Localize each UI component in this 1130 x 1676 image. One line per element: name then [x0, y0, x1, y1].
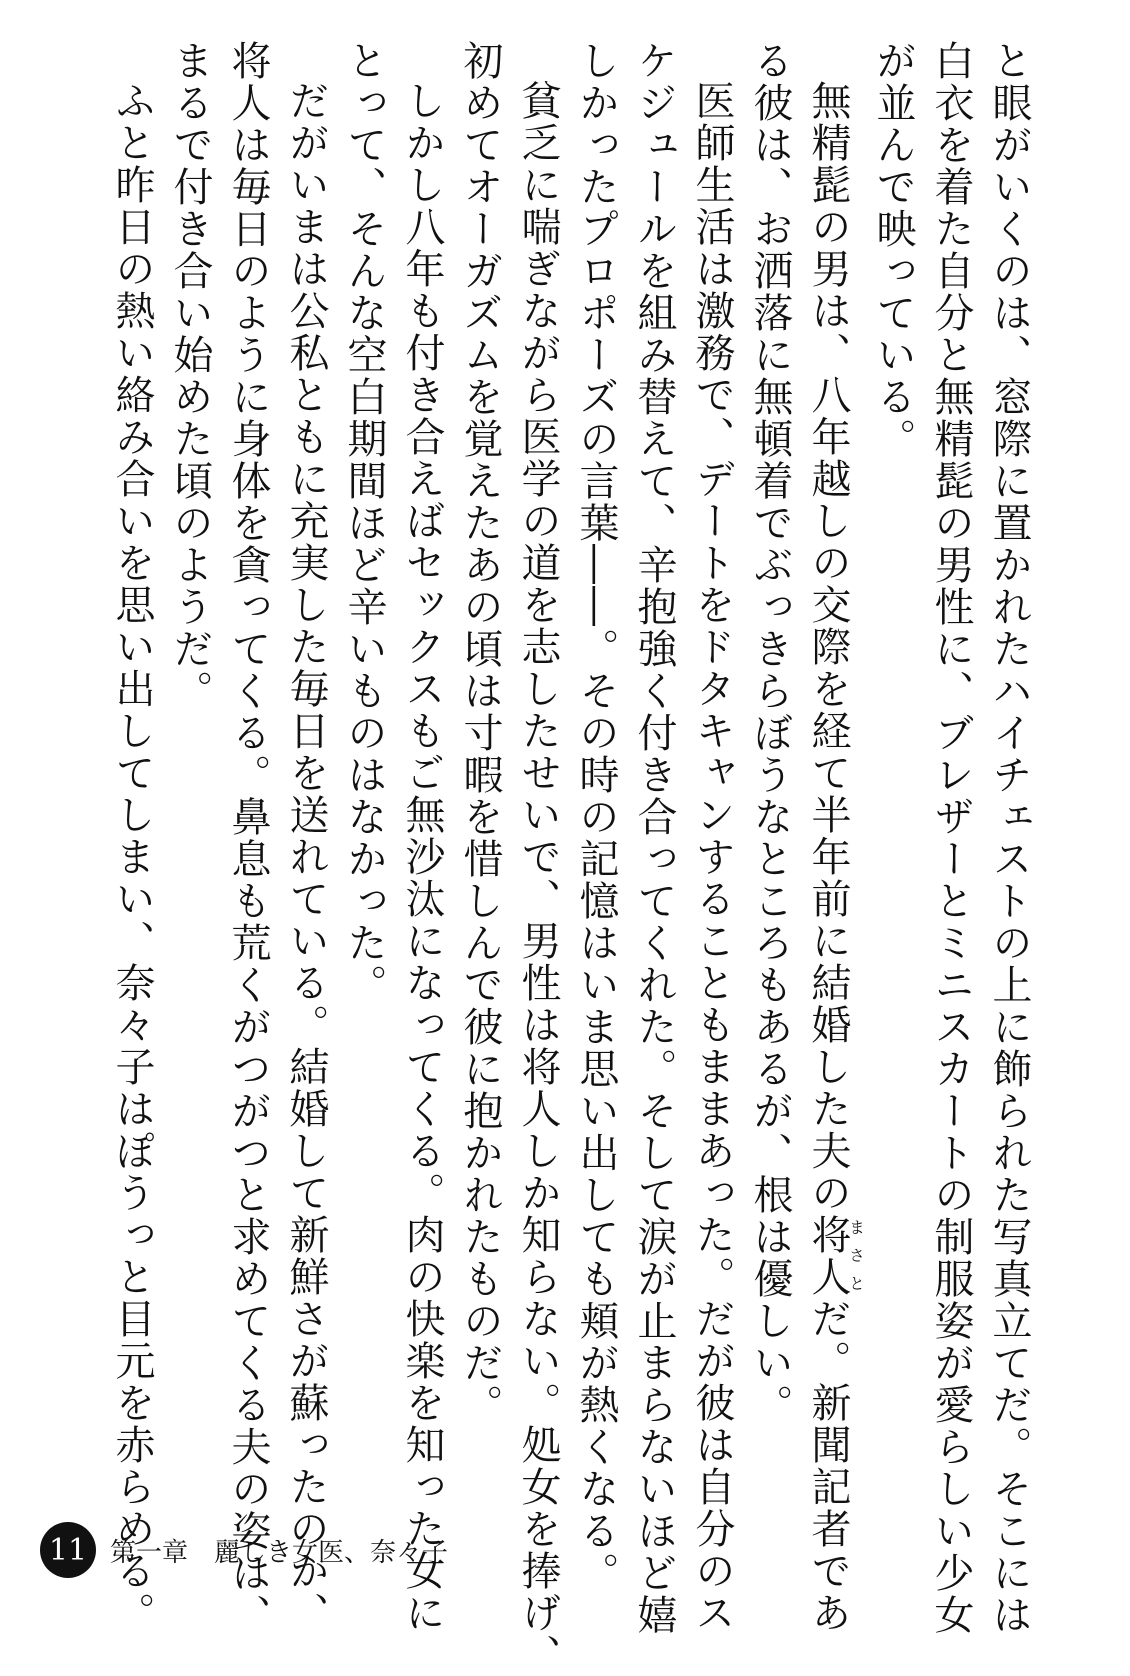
text-line: しかし八年も付き合えばセックスもご無沙汰になってくる。肉の快楽を知った女に — [399, 80, 445, 1634]
text-line: だがいまは公私ともに充実した毎日を送れている。結婚して新鮮さが蘇ったのか、 — [283, 80, 329, 1634]
text-line: まるで付き合い始めた頃のようだ。 — [167, 40, 213, 712]
text-line: 医師生活は激務で、デートをドタキャンすることもままあった。だが彼は自分のス — [689, 80, 735, 1634]
text-line: と眼がいくのは、窓際に置かれたハイチェストの上に飾られた写真立てだ。そこには — [986, 40, 1032, 1636]
text-line: 貧乏に喘ぎながら医学の道を志したせいで、男性は将人しか知らない。処女を捧げ、 — [515, 80, 561, 1676]
page-number-badge: 11 — [40, 1522, 96, 1578]
chapter-title: 第一章 麗しき女医、奈々子 — [110, 1537, 449, 1568]
text-line: 将人は毎日のように身体を貪ってくる。鼻息も荒くがつがつと求めてくる夫の姿は、 — [225, 40, 271, 1636]
furigana-ruby — [805, 1214, 866, 1298]
text-line: しかったプロポーズの言葉――。その時の記憶はいま思い出しても頬が熱くなる。 — [573, 40, 619, 1594]
text-line: とって、そんな空白期間ほど辛いものはなかった。 — [341, 40, 387, 1006]
text-line: る彼は、お洒落に無頓着でぶっきらぼうなところもあるが、根は優しい。 — [747, 40, 793, 1426]
text-line: 白衣を着た自分と無精髭の男性に、ブレザーとミニスカートの制服姿が愛らしい少女 — [928, 40, 974, 1636]
text-segment: だ。新聞記者であ — [805, 1298, 851, 1634]
ruby-base: 将人 — [805, 1214, 851, 1298]
text-line — [799, 40, 866, 1634]
text-line: が並んで映っている。 — [870, 40, 916, 460]
text-line: ふと昨日の熱い絡み合いを思い出してしまい、奈々子はぽうっと目元を赤らめる。 — [109, 80, 155, 1634]
text-segment: 無精髭の男は、八年越しの交際を経て半年前に結婚した夫の — [805, 80, 851, 1214]
text-line: ケジュールを組み替えて、辛抱強く付き合ってくれた。そして涙が止まらないほど嬉 — [631, 40, 677, 1636]
ruby-reading: まさと — [846, 1214, 866, 1298]
page-footer — [40, 1520, 448, 1580]
text-line: 初めてオーガズムを覚えたあの頃は寸暇を惜しんで彼に抱かれたものだ。 — [457, 40, 503, 1426]
